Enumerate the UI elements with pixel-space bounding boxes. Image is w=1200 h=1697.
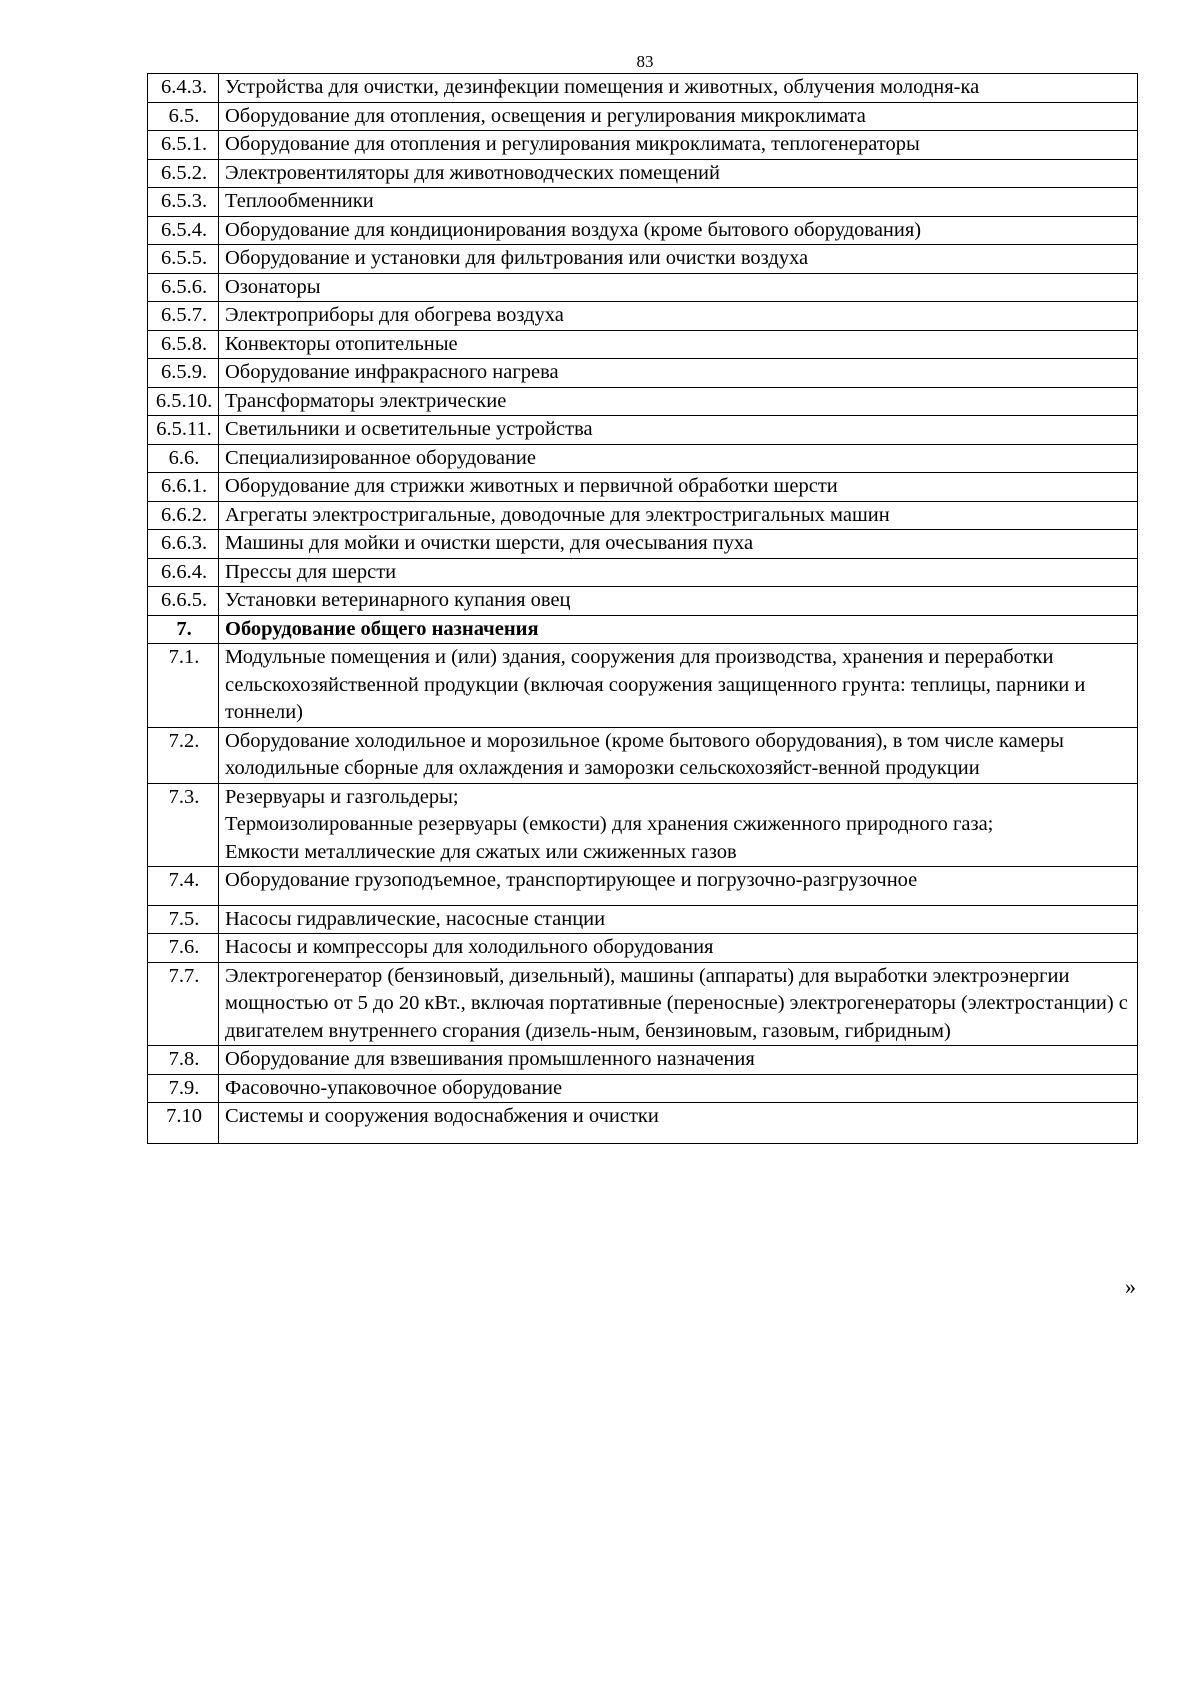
table-row <box>148 74 1138 103</box>
table-row <box>148 1046 1138 1075</box>
row-number: 6.5.6. <box>148 273 219 302</box>
table-row <box>148 245 1138 274</box>
row-text: Агрегаты электростригальные, доводочные для электростригальных машин <box>219 501 1138 530</box>
row-number: 6.5.3. <box>148 188 219 217</box>
row-text: Системы и сооружения водоснабжения и очистки <box>219 1103 1138 1144</box>
row-text: Теплообменники <box>219 188 1138 217</box>
table-row <box>148 416 1138 445</box>
row-text: Машины для мойки и очистки шерсти, для очесывания пуха <box>219 530 1138 559</box>
row-text: Прессы для шерсти <box>219 558 1138 587</box>
row-text: Оборудование для кондиционирования воздуха (кроме бытового оборудования) <box>219 216 1138 245</box>
row-text: Оборудование холодильное и морозильное (кроме бытового оборудования), в том числе камеры холодильные сборные для охлаждения и заморозки сельскохозяйст-венной продукции <box>219 727 1138 783</box>
row-text: Электровентиляторы для животноводческих помещений <box>219 159 1138 188</box>
table-row <box>148 330 1138 359</box>
row-text: Оборудование для взвешивания промышленного назначения <box>219 1046 1138 1075</box>
row-text: Электрогенератор (бензиновый, дизельный), машины (аппараты) для выработки электроэнергии мощностью от 5 до 20 кВт., включая портативные (переносные) электрогенераторы (электростанции) с двигателем внутреннего сгорания (дизель-ным, бензиновым, газовым, гибридным) <box>219 962 1138 1046</box>
table-row <box>148 102 1138 131</box>
table-row <box>148 867 1138 906</box>
table-row <box>148 934 1138 963</box>
row-text: Фасовочно-упаковочное оборудование <box>219 1074 1138 1103</box>
row-number: 6.6. <box>148 444 219 473</box>
row-number: 6.4.3. <box>148 74 219 103</box>
row-number: 6.5.5. <box>148 245 219 274</box>
row-text: Оборудование грузоподъемное, транспортирующее и погрузочно-разгрузочное <box>219 867 1138 906</box>
row-text: Насосы и компрессоры для холодильного оборудования <box>219 934 1138 963</box>
table-row <box>148 783 1138 867</box>
row-number: 6.6.1. <box>148 473 219 502</box>
row-text: Устройства для очистки, дезинфекции помещения и животных, облучения молодня-ка <box>219 74 1138 103</box>
row-number: 6.5.1. <box>148 131 219 160</box>
row-number: 7.4. <box>148 867 219 906</box>
table-row <box>148 216 1138 245</box>
row-number: 6.5.8. <box>148 330 219 359</box>
row-number: 7.1. <box>148 644 219 728</box>
table-row <box>148 473 1138 502</box>
row-text: Оборудование и установки для фильтрования или очистки воздуха <box>219 245 1138 274</box>
row-text: Специализированное оборудование <box>219 444 1138 473</box>
table-row <box>148 302 1138 331</box>
table-row <box>148 159 1138 188</box>
table-row <box>148 131 1138 160</box>
table-row <box>148 1074 1138 1103</box>
row-text-line: Термоизолированные резервуары (емкости) для хранения сжиженного природного газа; <box>225 813 994 835</box>
row-text-line: Резервуары и газгольдеры; <box>225 785 459 808</box>
section-heading-row <box>148 615 1138 644</box>
row-text: Конвекторы отопительные <box>219 330 1138 359</box>
row-number: 6.6.5. <box>148 587 219 616</box>
table-row <box>148 962 1138 1046</box>
row-number: 7.3. <box>148 783 219 867</box>
row-number: 7.9. <box>148 1074 219 1103</box>
closing-quote: » <box>1125 1274 1136 1299</box>
row-text: Модульные помещения и (или) здания, сооружения для производства, хранения и переработки сельскохозяйственной продукции (включая сооружения защищенного грунта: теплицы, парники и тоннели) <box>219 644 1138 728</box>
table-row <box>148 727 1138 783</box>
row-number: 6.5.9. <box>148 359 219 388</box>
table-row <box>148 587 1138 616</box>
row-text <box>219 783 1138 867</box>
row-number: 7.5. <box>148 905 219 934</box>
row-number: 7.2. <box>148 727 219 783</box>
table-row <box>148 444 1138 473</box>
row-text: Оборудование инфракрасного нагрева <box>219 359 1138 388</box>
row-number: 6.5. <box>148 102 219 131</box>
table-row <box>148 530 1138 559</box>
row-number: 7.7. <box>148 962 219 1046</box>
row-text: Оборудование для отопления, освещения и регулирования микроклимата <box>219 102 1138 131</box>
row-number: 6.6.3. <box>148 530 219 559</box>
row-number: 7.10 <box>148 1103 219 1144</box>
row-text: Оборудование для отопления и регулирования микроклимата, теплогенераторы <box>219 131 1138 160</box>
row-number: 7.8. <box>148 1046 219 1075</box>
row-number: 7. <box>148 615 219 644</box>
page-number: 83 <box>636 52 654 71</box>
row-number: 6.5.10. <box>148 387 219 416</box>
row-text: Светильники и осветительные устройства <box>219 416 1138 445</box>
table-row <box>148 1103 1138 1144</box>
row-text-line: Емкости металлические для сжатых или сжиженных газов <box>225 840 737 863</box>
equipment-table <box>147 73 1138 1144</box>
row-number: 6.6.2. <box>148 501 219 530</box>
row-text: Оборудование для стрижки животных и первичной обработки шерсти <box>219 473 1138 502</box>
table-row <box>148 644 1138 728</box>
row-text: Трансформаторы электрические <box>219 387 1138 416</box>
table-row <box>148 273 1138 302</box>
row-text: Установки ветеринарного купания овец <box>219 587 1138 616</box>
table-row <box>148 558 1138 587</box>
row-text: Электроприборы для обогрева воздуха <box>219 302 1138 331</box>
table-row <box>148 501 1138 530</box>
table-row <box>148 359 1138 388</box>
row-number: 7.6. <box>148 934 219 963</box>
table-row <box>148 188 1138 217</box>
row-number: 6.5.2. <box>148 159 219 188</box>
row-number: 6.5.7. <box>148 302 219 331</box>
row-text: Озонаторы <box>219 273 1138 302</box>
section-heading: Оборудование общего назначения <box>219 615 1138 644</box>
table-row <box>148 905 1138 934</box>
row-number: 6.6.4. <box>148 558 219 587</box>
row-number: 6.5.11. <box>148 416 219 445</box>
row-number: 6.5.4. <box>148 216 219 245</box>
row-text: Насосы гидравлические, насосные станции <box>219 905 1138 934</box>
table-row <box>148 387 1138 416</box>
